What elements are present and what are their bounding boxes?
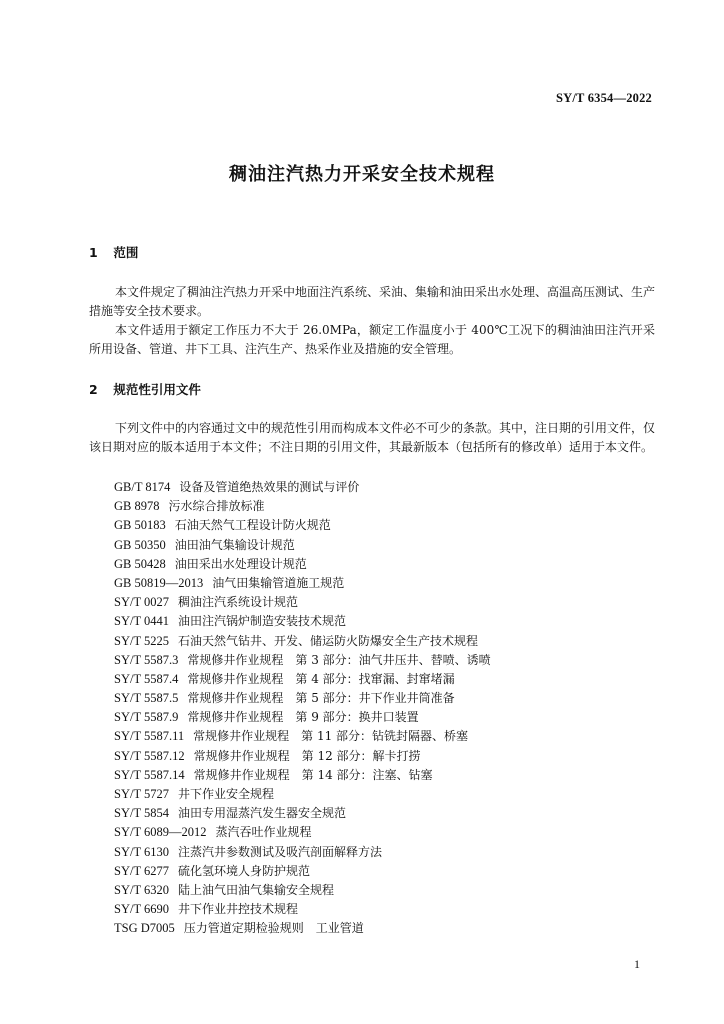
document-title: 稠油注汽热力开采安全技术规程 xyxy=(229,164,495,185)
reference-code: SY/T 5587.5 xyxy=(114,691,179,706)
reference-code: SY/T 5225 xyxy=(114,633,169,648)
reference-title: 井下作业安全规程 xyxy=(178,787,275,801)
reference-item xyxy=(114,900,491,919)
reference-item xyxy=(114,862,491,881)
reference-title: 压力管道定期检验规则 工业管道 xyxy=(183,921,364,936)
reference-title: 稠油注汽系统设计规范 xyxy=(178,595,299,610)
reference-item xyxy=(114,536,491,555)
reference-item xyxy=(114,574,491,593)
reference-item xyxy=(114,766,491,785)
reference-code: SY/T 0027 xyxy=(114,595,169,610)
reference-code: SY/T 6320 xyxy=(114,882,169,897)
scope-paragraph-1: 本文件规定了稠油注汽热力开采中地面注汽系统、采油、集输和油田采出水处理、高温高压测试、生产措施等安全技术要求。 xyxy=(89,285,656,318)
reference-code: SY/T 5587.12 xyxy=(114,748,185,763)
reference-item xyxy=(114,689,491,708)
reference-code: SY/T 5587.9 xyxy=(114,710,179,725)
section-title: 范围 xyxy=(113,245,139,260)
reference-title: 陆上油气田油气集输安全规程 xyxy=(178,882,335,897)
reference-code: TSG D7005 xyxy=(114,921,175,936)
reference-item xyxy=(114,651,491,670)
reference-title: 常规修井作业规程 第 5 部分：井下作业井筒准备 xyxy=(187,691,455,706)
reference-code: SY/T 6277 xyxy=(114,863,169,878)
reference-code: GB 50350 xyxy=(114,537,166,552)
reference-code: SY/T 5727 xyxy=(114,787,169,801)
reference-title: 注蒸汽井参数测试及吸汽剖面解释方法 xyxy=(178,844,383,859)
reference-list xyxy=(114,478,491,939)
reference-item xyxy=(114,708,491,727)
reference-title: 油田采出水处理设计规范 xyxy=(174,556,307,571)
reference-item xyxy=(114,727,491,746)
section-title: 规范性引用文件 xyxy=(113,382,201,397)
reference-title: 井下作业井控技术规程 xyxy=(178,902,299,917)
page-number: 1 xyxy=(634,957,640,971)
reference-item xyxy=(114,747,491,766)
reference-item xyxy=(114,593,491,612)
reference-code: SY/T 5587.3 xyxy=(114,652,179,667)
reference-code: GB 50819—2013 xyxy=(114,575,204,590)
reference-code: SY/T 6690 xyxy=(114,902,169,917)
reference-code: GB 50428 xyxy=(114,556,166,571)
reference-title: 油田油气集输设计规范 xyxy=(174,537,295,552)
reference-title: 蒸汽吞吐作业规程 xyxy=(215,825,312,840)
reference-code: GB 50183 xyxy=(114,518,166,533)
reference-item xyxy=(114,843,491,862)
reference-title: 常规修井作业规程 第 9 部分：换井口装置 xyxy=(187,710,419,725)
reference-title: 石油天然气工程设计防火规范 xyxy=(174,518,331,533)
reference-item xyxy=(114,555,491,574)
reference-title: 硫化氢环境人身防护规范 xyxy=(178,863,311,878)
standard-number: SY/T 6354—2022 xyxy=(556,91,652,105)
reference-title: 常规修井作业规程 第 11 部分：钻铣封隔器、桥塞 xyxy=(193,729,469,744)
section-heading-scope xyxy=(89,243,138,261)
reference-code: GB 8978 xyxy=(114,499,160,514)
reference-item xyxy=(114,804,491,823)
reference-title: 常规修井作业规程 第 4 部分：找窜漏、封窜堵漏 xyxy=(187,671,455,686)
reference-item xyxy=(114,632,491,651)
reference-title: 石油天然气钻井、开发、储运防火防爆安全生产技术规程 xyxy=(178,633,479,648)
section-number: 2 xyxy=(89,382,98,397)
reference-item xyxy=(114,823,491,842)
references-intro-paragraph: 下列文件中的内容通过文中的规范性引用而构成本文件必不可少的条款。其中，注日期的引用文件，仅该日期对应的版本适用于本文件；不注日期的引用文件，其最新版本（包括所有的修改单）适用于本文件。 xyxy=(89,421,656,454)
reference-code: SY/T 6130 xyxy=(114,844,169,859)
reference-title: 油田注汽锅炉制造安装技术规范 xyxy=(178,614,347,629)
reference-code: SY/T 5587.14 xyxy=(114,767,185,782)
reference-code: SY/T 5587.4 xyxy=(114,671,179,686)
reference-title: 常规修井作业规程 第 12 部分：解卡打捞 xyxy=(193,748,421,763)
reference-title: 油气田集输管道施工规范 xyxy=(212,575,345,590)
reference-code: SY/T 0441 xyxy=(114,614,169,629)
reference-code: SY/T 6089—2012 xyxy=(114,825,207,840)
reference-item xyxy=(114,785,491,804)
reference-item xyxy=(114,881,491,900)
reference-title: 设备及管道绝热效果的测试与评价 xyxy=(179,480,360,494)
section-heading-normative-references xyxy=(89,380,201,398)
reference-title: 污水综合排放标准 xyxy=(168,499,265,514)
reference-item xyxy=(114,612,491,631)
scope-paragraph-2: 本文件适用于额定工作压力不大于 26.0MPa，额定工作温度小于 400℃工况下的稠油油田注汽开采所用设备、管道、井下工具、注汽生产、热采作业及措施的安全管理。 xyxy=(89,323,655,356)
reference-item xyxy=(114,497,491,516)
reference-item xyxy=(114,478,491,497)
reference-item xyxy=(114,516,491,535)
reference-code: SY/T 5854 xyxy=(114,806,169,821)
reference-title: 油田专用湿蒸汽发生器安全规范 xyxy=(178,806,347,821)
reference-title: 常规修井作业规程 第 14 部分：注塞、钻塞 xyxy=(193,767,433,782)
reference-item xyxy=(114,670,491,689)
reference-item xyxy=(114,919,491,938)
reference-code: GB/T 8174 xyxy=(114,480,171,494)
reference-title: 常规修井作业规程 第 3 部分：油气井压井、替喷、诱喷 xyxy=(187,652,491,667)
reference-code: SY/T 5587.11 xyxy=(114,729,185,744)
section-number: 1 xyxy=(89,245,98,260)
